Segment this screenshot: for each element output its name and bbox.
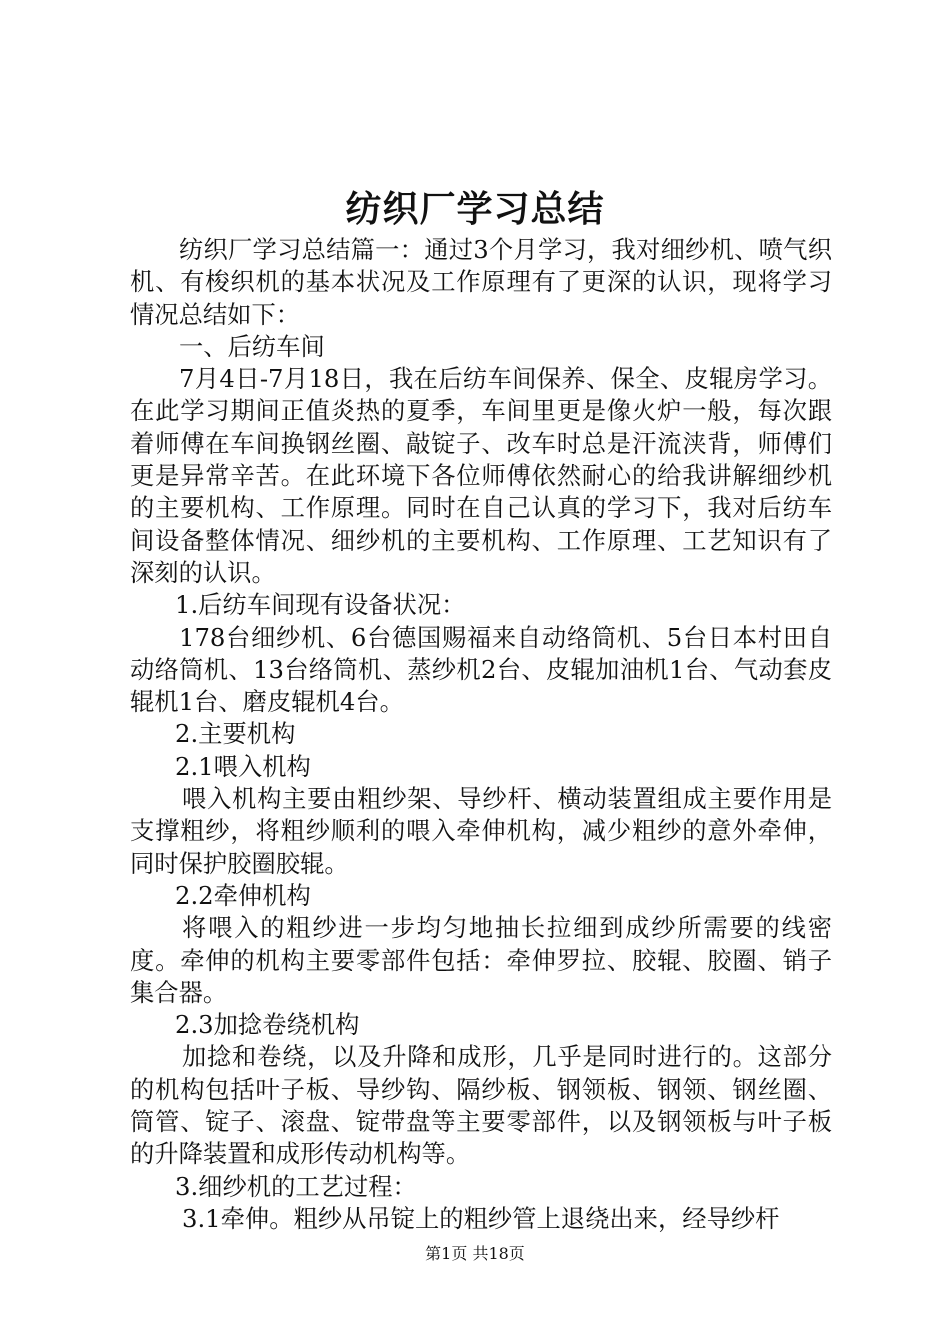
document-body — [130, 234, 832, 1235]
document-title: 纺织厂学习总结 — [345, 188, 605, 230]
subheading-twisting-winding: 2.3加捻卷绕机构 — [175, 1010, 360, 1040]
subheading-drafting-mechanism: 2.2牵伸机构 — [175, 880, 311, 910]
page-footer: 第1页 共18页 — [425, 1244, 525, 1263]
paragraph-feeding-mechanism: 喂入机构主要由粗纱架、导纱杆、横动装置组成主要作用是支撑粗纱，将粗纱顺利的喂入牵伸机构，减少粗纱的意外牵伸，同时保护胶圈胶辊。 — [130, 784, 832, 878]
subheading-process-flow: 3.细纱机的工艺过程： — [175, 1171, 417, 1201]
paragraph-drafting-process: 3.1牵伸。粗纱从吊锭上的粗纱管上退绕出来，经导纱杆 — [182, 1203, 780, 1233]
subheading-feeding-mechanism: 2.1喂入机构 — [175, 751, 311, 781]
subheading-main-mechanisms: 2.主要机构 — [175, 719, 296, 749]
paragraph-intro: 纺织厂学习总结篇一：通过3个月学习，我对细纱机、喷气织机、有梭织机的基本状况及工作原理有了更深的认识，现将学习情况总结如下： — [130, 235, 832, 329]
paragraph-twisting-winding: 加捻和卷绕，以及升降和成形，几乎是同时进行的。这部分的机构包括叶子板、导纱钩、隔纱板、钢领板、钢领、钢丝圈、筒管、锭子、滚盘、锭带盘等主要零部件，以及钢领板与叶子板的升降装置和成形传动机构等。 — [130, 1042, 832, 1169]
paragraph-rear-spinning-study: 7月4日-7月18日，我在后纺车间保养、保全、皮辊房学习。在此学习期间正值炎热的夏季，车间里更是像火炉一般，每次跟着师傅在车间换钢丝圈、敲锭子、改车时总是汗流浃背，师傅们更是异常辛苦。在此环境下各位师傅依然耐心的给我讲解细纱机的主要机构、工作原理。同时在自己认真的学习下，我对后纺车间设备整体情况、细纱机的主要机构、工作原理、工艺知识有了深刻的认识。 — [130, 364, 832, 587]
section-heading-rear-spinning: 一、后纺车间 — [179, 331, 325, 361]
paragraph-drafting-mechanism: 将喂入的粗纱进一步均匀地抽长拉细到成纱所需要的线密度。牵伸的机构主要零部件包括：牵伸罗拉、胶辊、胶圈、销子集合器。 — [130, 913, 832, 1007]
paragraph-equipment-list: 178台细纱机、6台德国赐福来自动络筒机、5台日本村田自动络筒机、13台络筒机、蒸纱机2台、皮辊加油机1台、气动套皮辊机1台、磨皮辊机4台。 — [130, 622, 832, 717]
subheading-equipment-status: 1.后纺车间现有设备状况： — [175, 590, 466, 620]
